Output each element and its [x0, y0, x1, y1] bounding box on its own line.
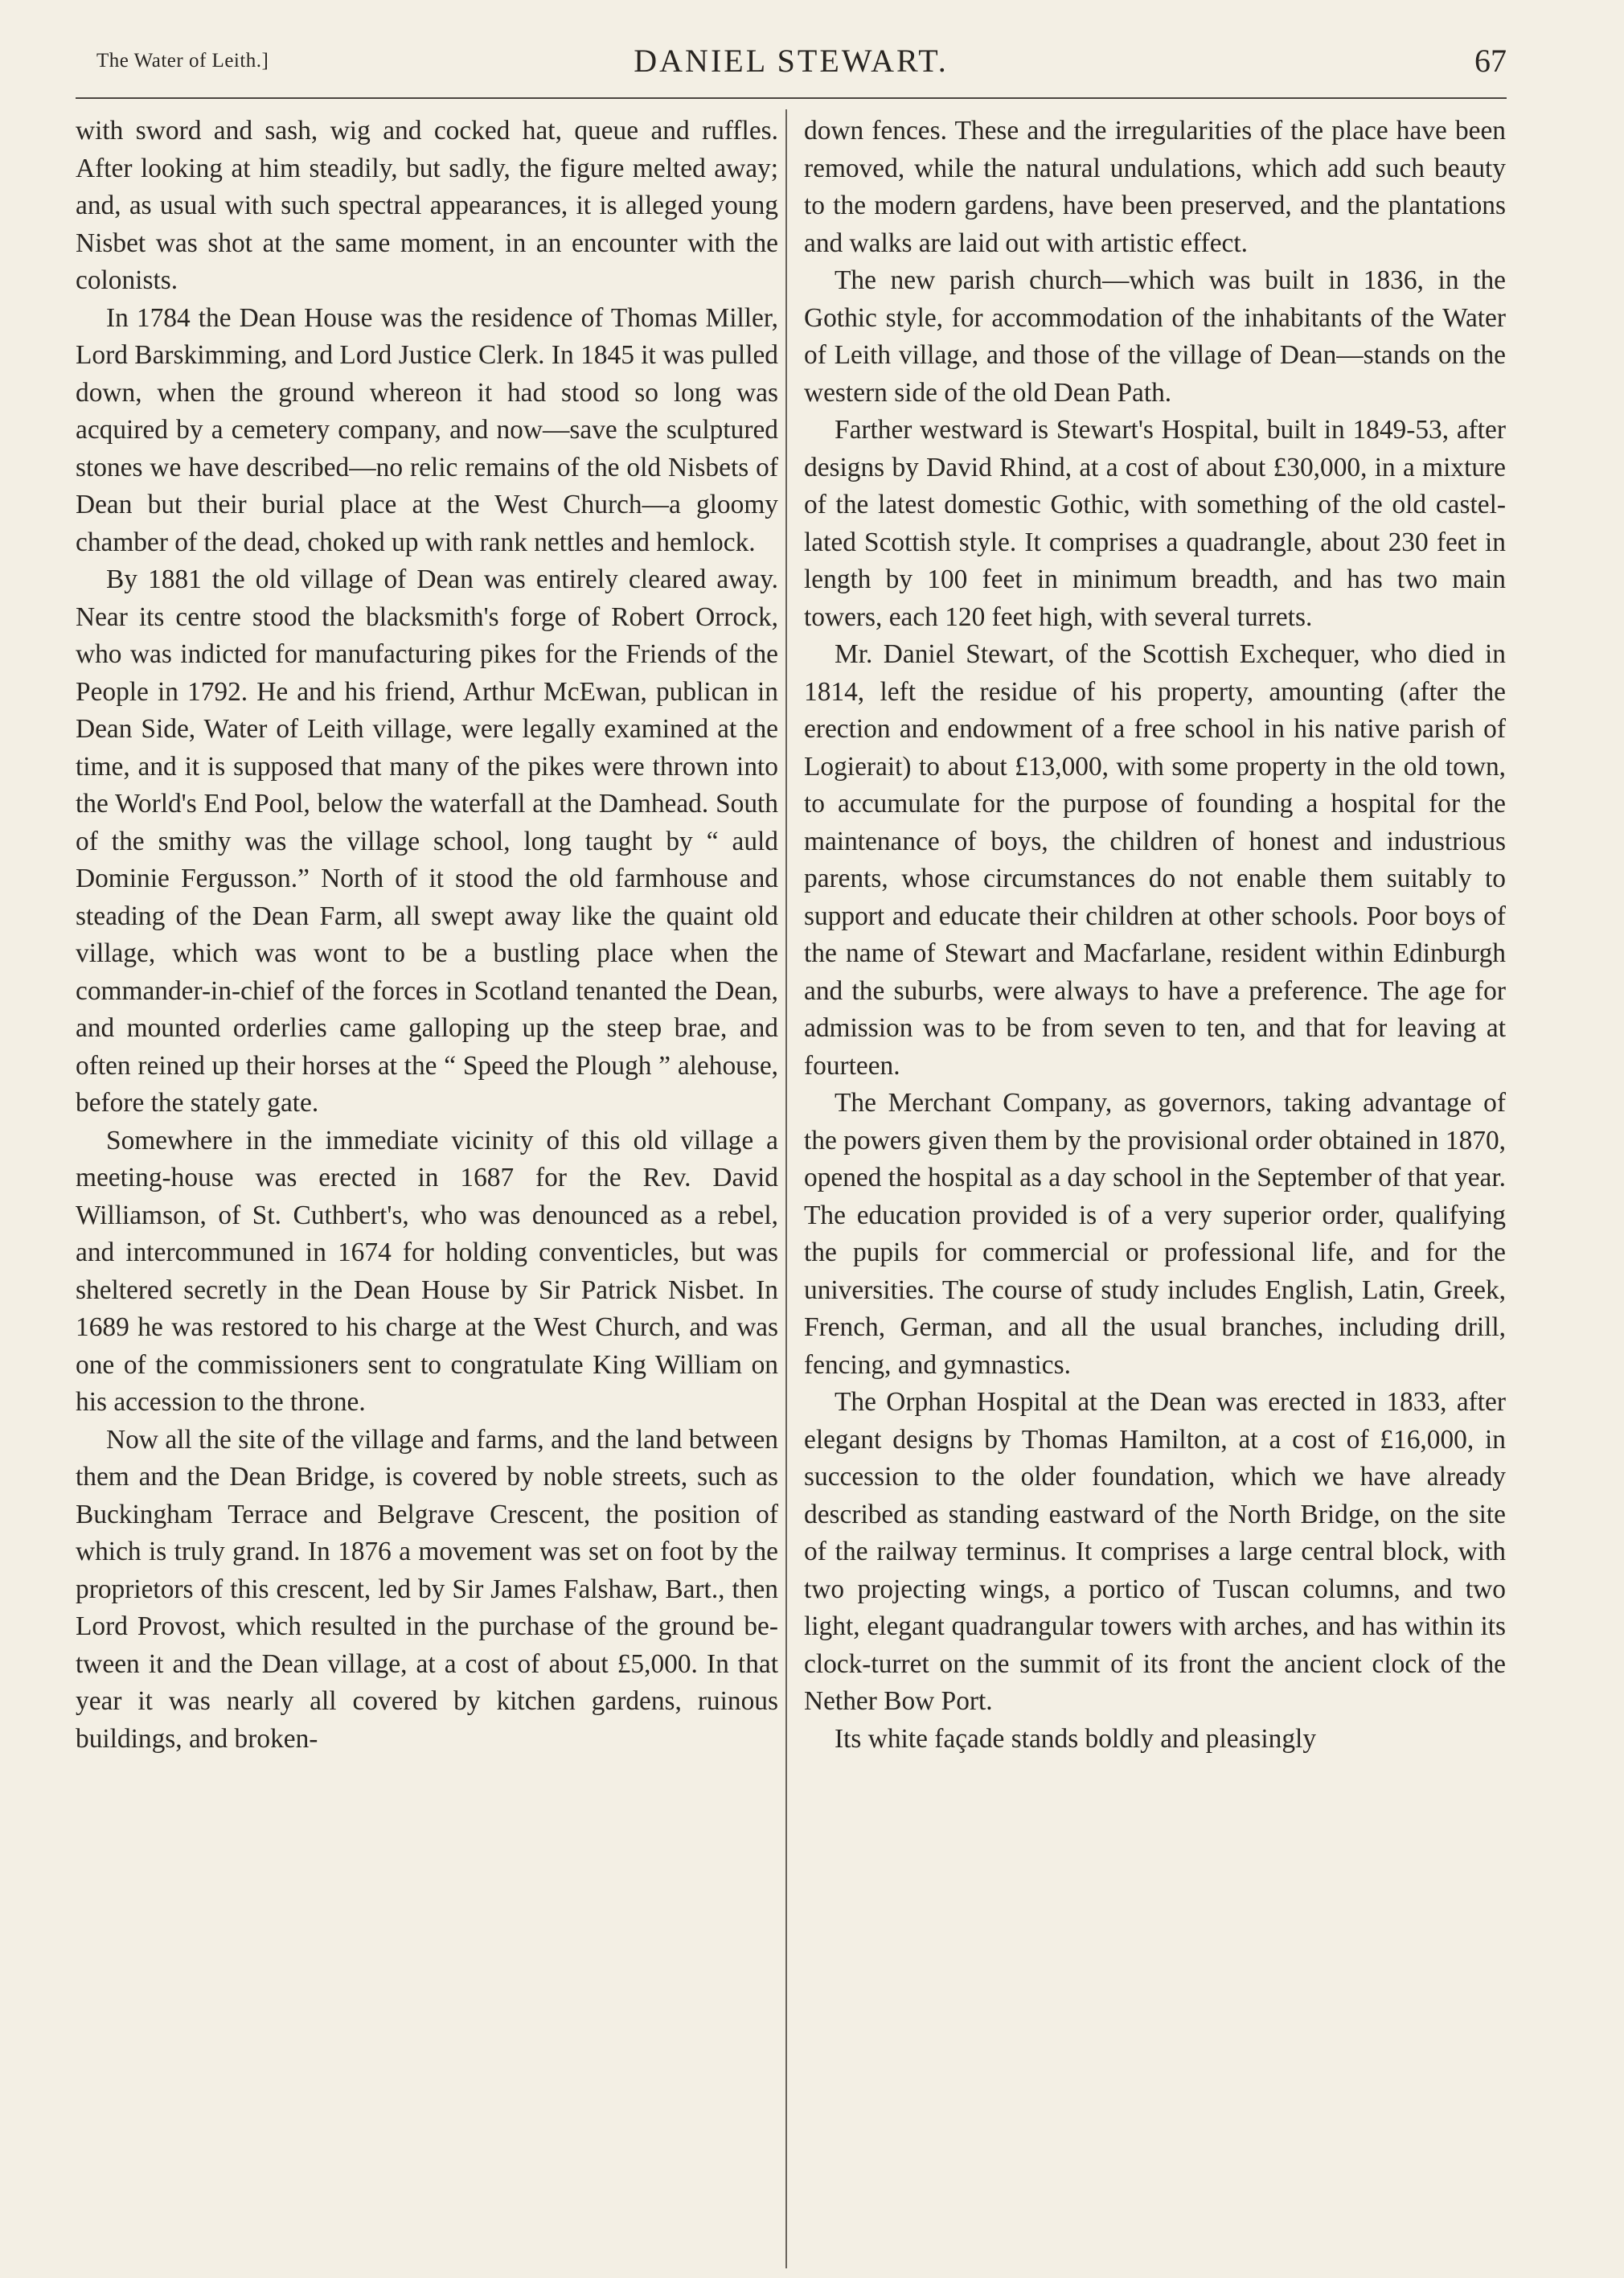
chapter-title: DANIEL STEWART. [634, 43, 949, 79]
paragraph: Now all the site of the village and farms, and the land between them and the Dean Bridge, is covered by noble streets, such as Buckingham Terrace and Belgrave Crescent, the position of which is truly grand. In 1876 a movement was set on foot by the proprietors of this crescent, led by Sir James Falshaw, Bart., then Lord Provost, which resulted in the purchase of the ground between it and the Dean village, at a cost of about £5,000. In that year it was nearly all covered by kitchen gardens, ruinous buildings, and broken- [76, 1424, 778, 1754]
paragraph: Mr. Daniel Stewart, of the Scottish Exchequer, who died in 1814, left the residue of his property, amounting (after the erection and endowment of a free school in his native parish of Logierait) to about £13,000, with some property in the old town, to accumulate for the purpose of founding a hospital for the maintenance of boys, the children of honest and industrious parents, whose circumstances do not enable them suitably to support and educate their children at other schools. Poor boys of the name of Stewart and Macfarlane, resident within Edinburgh and the suburbs, were always to have a preference. The age for admission was to be from seven to ten, and that for leaving at fourteen. [804, 639, 1506, 1081]
paragraph: Its white façade stands boldly and pleasingly [835, 1723, 1317, 1754]
header-rule [76, 97, 1507, 99]
paragraph: Farther westward is Stewart's Hospital, built in 1849-53, after designs by David Rhind, at a cost of about £30,000, in a mixture of the latest domestic Gothic, with something of the old castellated Scottish style. It comprises a quadrangle, about 230 feet in length by 100 feet in minimum breadth, and has two main towers, each 120 feet high, with several turrets. [804, 415, 1506, 632]
page-number: 67 [1474, 43, 1507, 79]
page-header [76, 39, 1507, 103]
paragraph: In 1784 the Dean House was the residence of Thomas Miller, Lord Barskimming, and Lord Justice Clerk. In 1845 it was pulled down, when the ground whereon it had stood so long was acquired by a cemetery company, and now—save the sculptured stones we have described—no relic remains of the old Nisbets of Dean but their burial place at the West Church—a gloomy chamber of the dead, choked up with rank nettles and hemlock. [76, 302, 778, 557]
paragraph: down fences. These and the irregularities of the place have been removed, while the natural undulations, which add such beauty to the modern gardens, have been preserved, and the plantations and walks are laid out with artistic effect. [804, 116, 1506, 258]
right-column [804, 113, 1506, 1758]
paragraph: Somewhere in the immediate vicinity of this old village a meeting-house was erected in 1687 for the Rev. David Williamson, of St. Cuthbert's, who was denounced as a rebel, and intercommuned in 1674 for holding conventicles, but was sheltered secretly in the Dean House by Sir Patrick Nisbet. In 1689 he was restored to his charge at the West Church, and was one of the commissioners sent to congratulate King William on his accession to the throne. [76, 1125, 778, 1417]
paragraph: The new parish church—which was built in 1836, in the Gothic style, for accommodation of the inhabitants of the Water of Leith village, and those of the village of Dean—stands on the western side of the old Dean Path. [804, 265, 1506, 408]
running-title: The Water of Leith.] [96, 50, 269, 72]
paragraph: The Merchant Company, as governors, taking advantage of the powers given them by the provisional order obtained in 1870, opened the hospital as a day school in the September of that year. The education provided is of a very superior order, qualifying the pupils for commercial or professional life, and for the universities. The course of study includes English, Latin, Greek, French, German, and all the usual branches, including drill, fencing, and gymnastics. [804, 1088, 1506, 1380]
paragraph: By 1881 the old village of Dean was entirely cleared away. Near its centre stood the blacksmith's forge of Robert Orrock, who was indicted for manufacturing pikes for the Friends of the People in 1792. He and his friend, Arthur McEwan, publican in Dean Side, Water of Leith village, were legally examined at the time, and it is supposed that many of the pikes were thrown into the World's End Pool, below the waterfall at the Damhead. South of the smithy was the village school, long taught by “ auld Dominie Fergusson.” North of it stood the old farmhouse and steading of the Dean Farm, all swept away like the quaint old village, which was wont to be a bustling place when the commander-in-chief of the forces in Scotland tenanted the Dean, and mounted orderlies came galloping up the steep brae, and often reined up their horses at the “ Speed the Plough ” alehouse, before the stately gate. [76, 564, 778, 1118]
paragraph: The Orphan Hospital at the Dean was erected in 1833, after elegant designs by Thomas Hamilton, at a cost of £16,000, in succession to the older foundation, which we have already described as standing eastward of the North Bridge, on the site of the railway terminus. It comprises a large central block, with two projecting wings, a portico of Tuscan columns, and two light, elegant quadrangular towers with arches, and has within its clock-turret on the summit of its front the ancient clock of the Nether Bow Port. [804, 1387, 1506, 1716]
left-column [76, 113, 778, 1758]
paragraph: with sword and sash, wig and cocked hat, queue and ruffles. After looking at him steadily, but sadly, the figure melted away; and, as usual with such spectral appearances, it is alleged young Nisbet was shot at the same moment, in an encounter with the colonists. [76, 116, 778, 295]
column-divider [785, 109, 787, 2268]
